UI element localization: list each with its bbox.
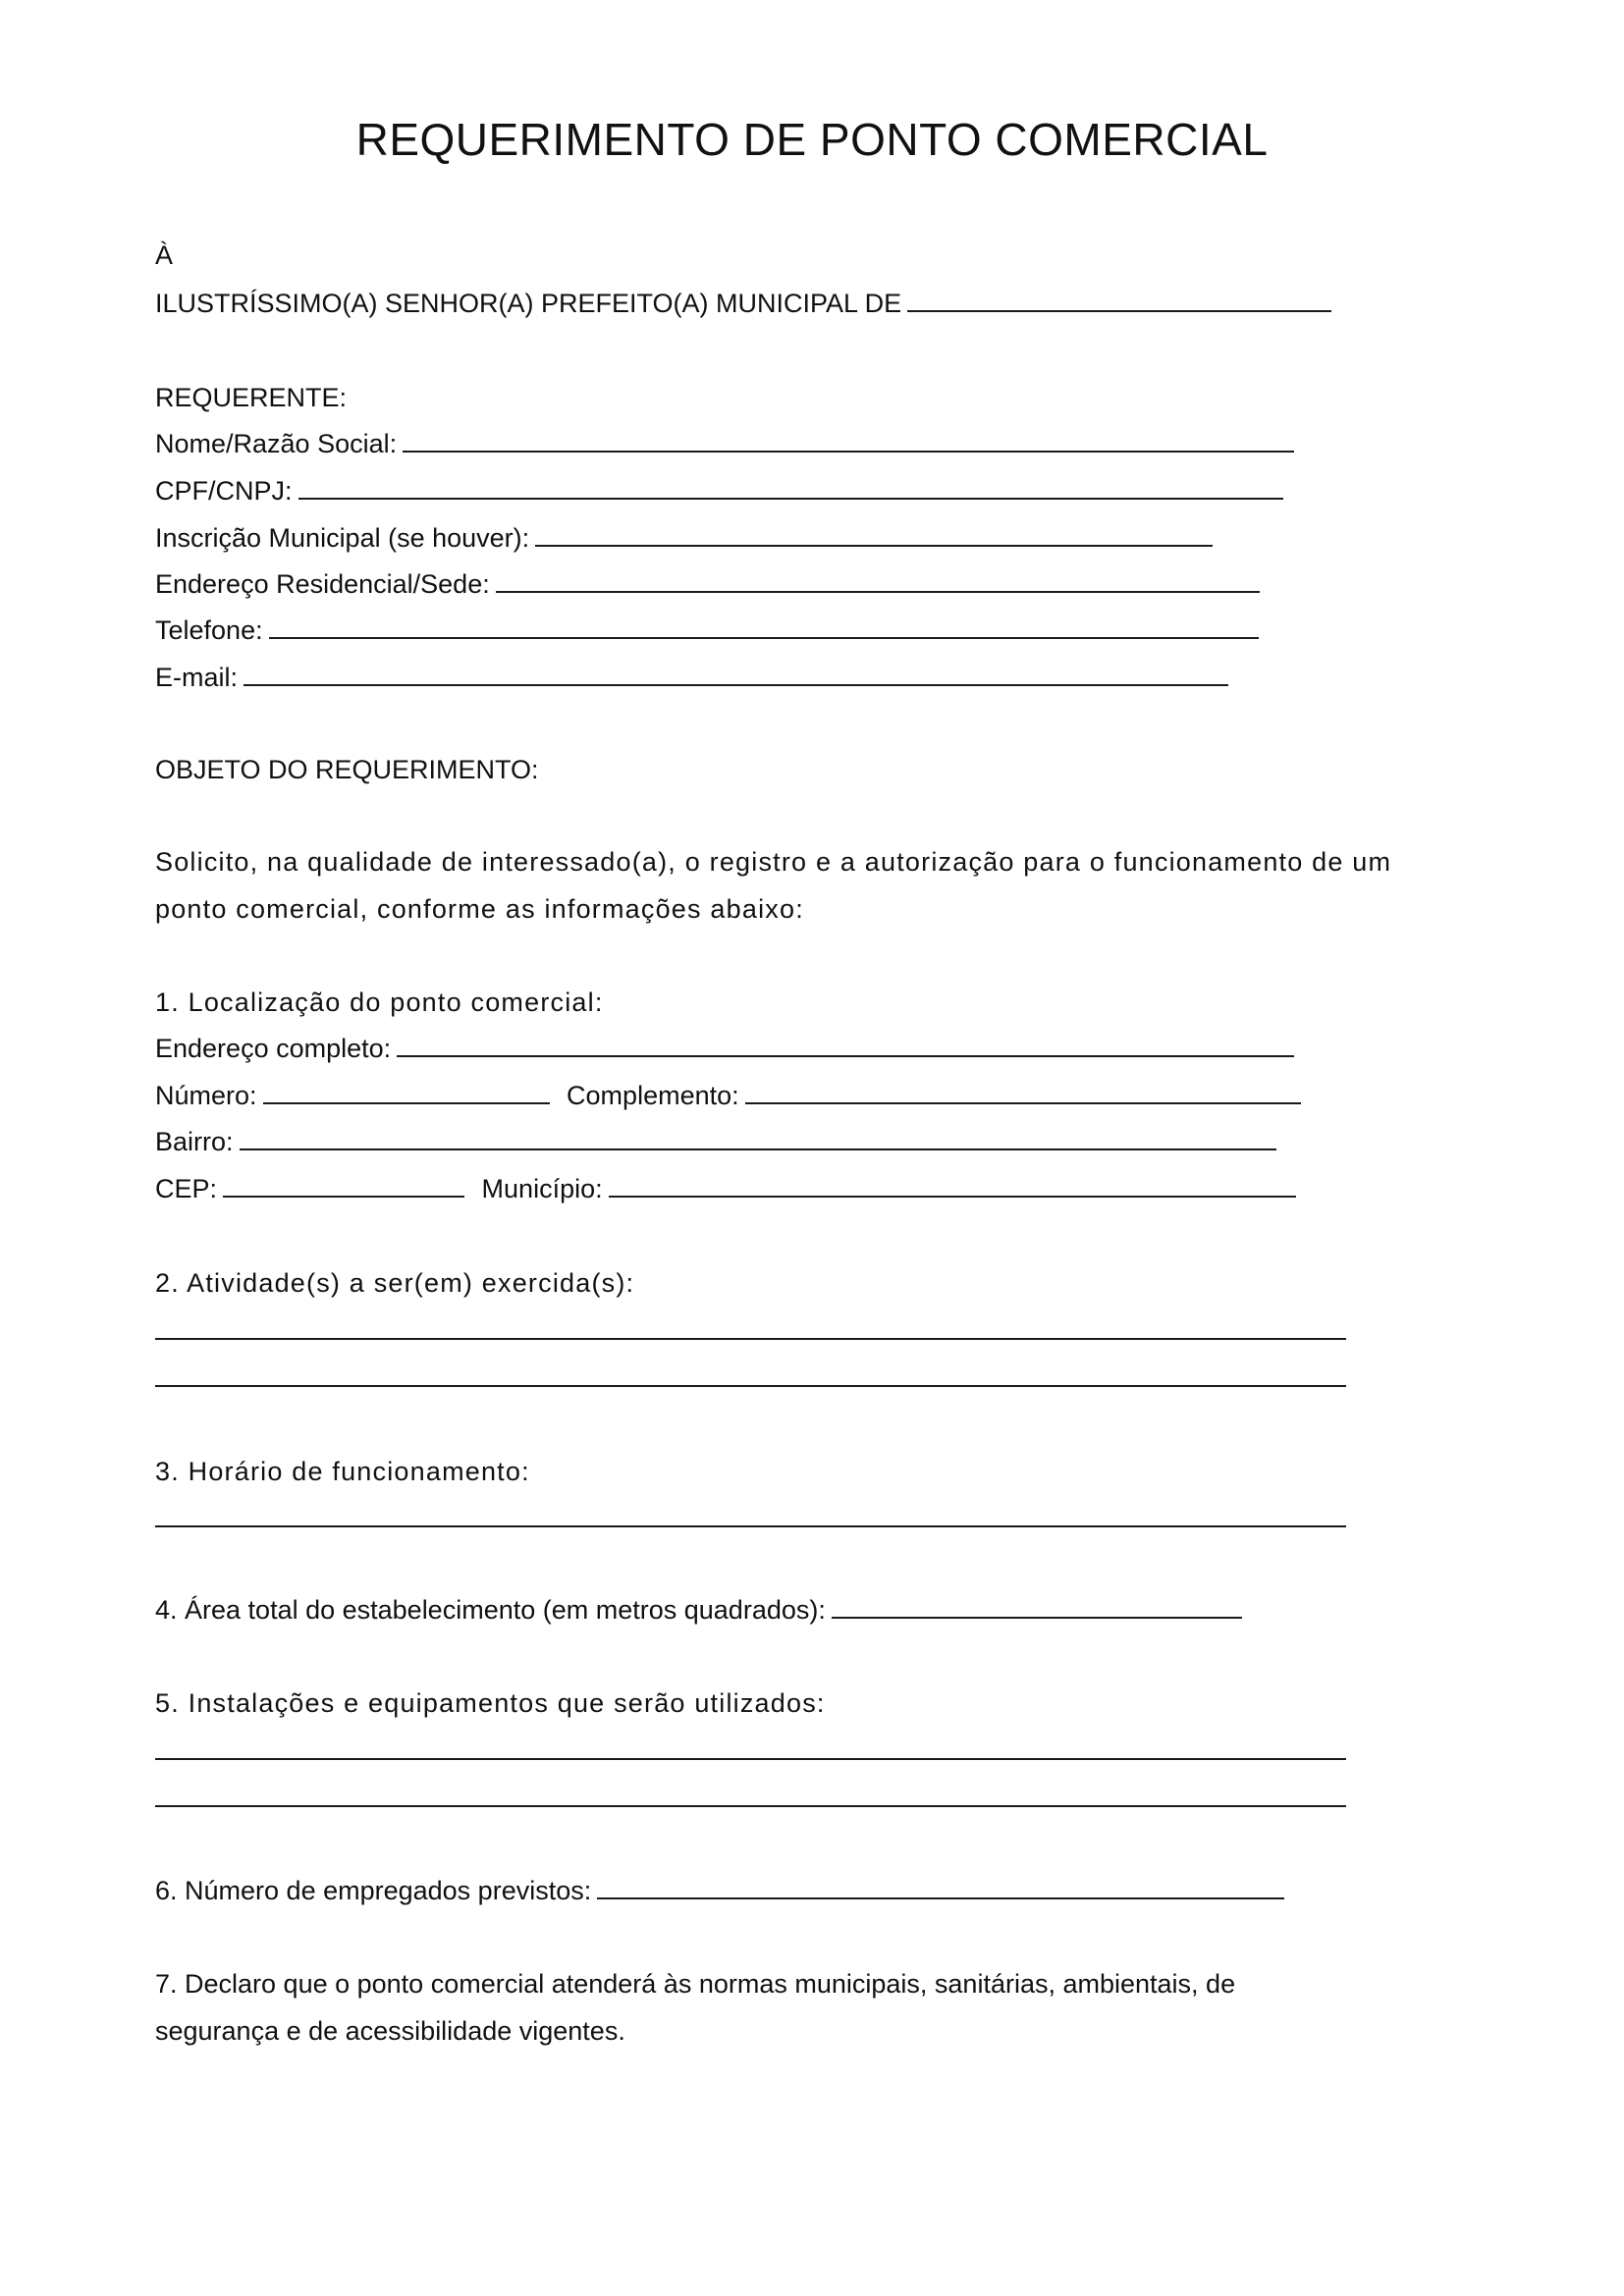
- cpf-field-line: [155, 474, 1283, 507]
- municipality-blank[interactable]: [907, 287, 1331, 312]
- cpf-blank[interactable]: [298, 474, 1283, 500]
- recipient-label: ILUSTRÍSSIMO(A) SENHOR(A) PREFEITO(A) MUNICIPAL DE: [155, 289, 902, 318]
- endereco-blank[interactable]: [496, 567, 1260, 593]
- bairro-blank[interactable]: [240, 1125, 1276, 1150]
- numero-complemento-line: [155, 1079, 1301, 1112]
- nome-label: Nome/Razão Social:: [155, 429, 398, 458]
- area-blank[interactable]: [832, 1593, 1242, 1619]
- cep-label: CEP:: [155, 1174, 218, 1203]
- endereco-completo-line: [155, 1032, 1294, 1065]
- area-label: 4. Área total do estabelecimento (em metros quadrados):: [155, 1595, 826, 1625]
- cep-blank[interactable]: [223, 1172, 464, 1198]
- complemento-blank[interactable]: [745, 1079, 1301, 1104]
- endereco-completo-blank[interactable]: [397, 1032, 1294, 1057]
- numero-blank[interactable]: [263, 1079, 550, 1104]
- cep-municipio-line: [155, 1172, 1296, 1205]
- complemento-label: Complemento:: [567, 1081, 739, 1110]
- municipio-blank[interactable]: [609, 1172, 1296, 1198]
- endereco-label: Endereço Residencial/Sede:: [155, 569, 490, 599]
- recipient-line: [155, 287, 1331, 320]
- empregados-line: [155, 1874, 1284, 1907]
- numero-label: Número:: [155, 1081, 257, 1110]
- instalacoes-heading: 5. Instalações e equipamentos que serão utilizados:: [155, 1688, 826, 1718]
- empregados-label: 6. Número de empregados previstos:: [155, 1876, 592, 1905]
- declaro-line2: segurança e de acessibilidade vigentes.: [155, 2016, 625, 2046]
- inscricao-blank[interactable]: [535, 521, 1213, 547]
- email-field-line: [155, 661, 1228, 694]
- inscricao-label: Inscrição Municipal (se houver):: [155, 523, 530, 553]
- requerente-heading: REQUERENTE:: [155, 383, 348, 412]
- horario-blank-line[interactable]: [155, 1525, 1346, 1527]
- declaro-line1: 7. Declaro que o ponto comercial atenderá às normas municipais, sanitárias, ambientais, de: [155, 1969, 1236, 1999]
- document-title: REQUERIMENTO DE PONTO COMERCIAL: [355, 114, 1269, 165]
- telefone-label: Telefone:: [155, 615, 263, 645]
- atividades-heading: 2. Atividade(s) a ser(em) exercida(s):: [155, 1268, 635, 1298]
- localizacao-heading: 1. Localização do ponto comercial:: [155, 988, 604, 1017]
- area-line: [155, 1593, 1242, 1627]
- endereco-field-line: [155, 567, 1260, 601]
- objeto-heading: OBJETO DO REQUERIMENTO:: [155, 755, 539, 784]
- addressee-to: À: [155, 240, 174, 270]
- instalacoes-blank-line-2[interactable]: [155, 1805, 1346, 1807]
- nome-blank[interactable]: [403, 427, 1294, 453]
- bairro-label: Bairro:: [155, 1127, 234, 1156]
- objeto-paragraph-line2: ponto comercial, conforme as informações abaixo:: [155, 894, 804, 924]
- empregados-blank[interactable]: [597, 1874, 1284, 1899]
- instalacoes-blank-line-1[interactable]: [155, 1758, 1346, 1760]
- telefone-field-line: [155, 614, 1259, 647]
- objeto-paragraph-line1: Solicito, na qualidade de interessado(a), o registro e a autorização para o funcionamento de um: [155, 847, 1392, 877]
- bairro-line: [155, 1125, 1276, 1158]
- horario-heading: 3. Horário de funcionamento:: [155, 1457, 530, 1486]
- endereco-completo-label: Endereço completo:: [155, 1034, 392, 1063]
- atividades-blank-line-2[interactable]: [155, 1385, 1346, 1387]
- atividades-blank-line-1[interactable]: [155, 1338, 1346, 1340]
- nome-field-line: [155, 427, 1294, 460]
- email-label: E-mail:: [155, 663, 239, 692]
- telefone-blank[interactable]: [269, 614, 1259, 639]
- email-blank[interactable]: [244, 661, 1228, 686]
- municipio-label: Município:: [481, 1174, 603, 1203]
- cpf-label: CPF/CNPJ:: [155, 476, 293, 506]
- inscricao-field-line: [155, 521, 1213, 555]
